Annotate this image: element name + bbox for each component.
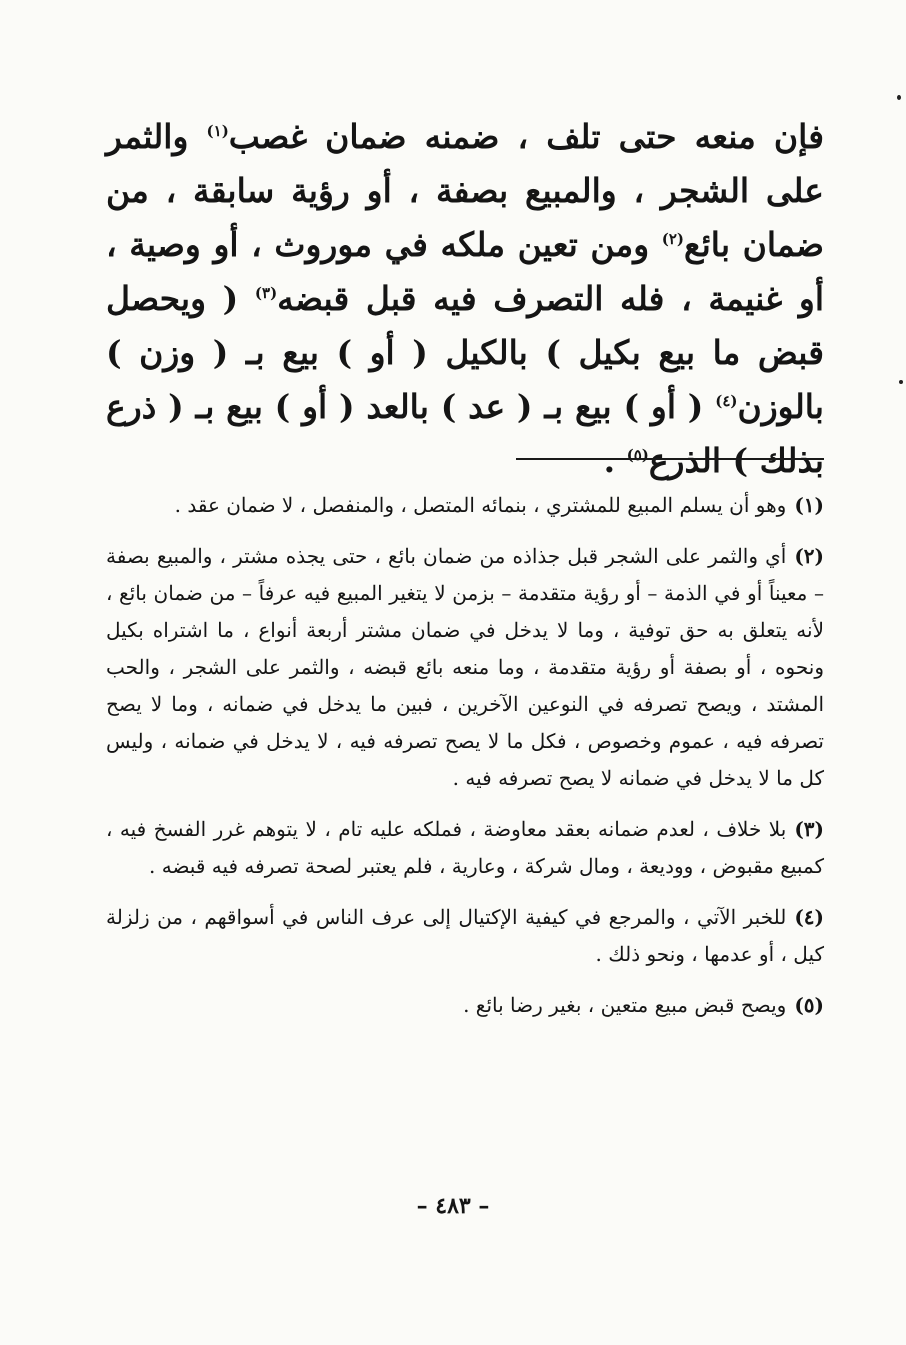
main-text-segment-6: . bbox=[603, 441, 627, 480]
main-paragraph bbox=[106, 110, 824, 488]
footnote-1 bbox=[106, 487, 824, 524]
footnote-mark-5: (٥) bbox=[626, 446, 649, 464]
footnote-mark-2: (٢) bbox=[661, 230, 685, 248]
footnote-mark-4: (٤) bbox=[715, 392, 738, 410]
main-text-segment-3: ومن تعين ملكه في موروث ، أو وصية ، أو غنيمة ، فله التصرف فيه قبل قبضه bbox=[106, 225, 825, 318]
footnote-text: للخبر الآتي ، والمرجع في كيفية الإكتيال إلى عرف الناس في أسواقهم ، من زلزلة كيل ، أو عدمها ، ونحو ذلك . bbox=[106, 905, 824, 966]
footnote-2 bbox=[106, 538, 824, 797]
footnote-text: بلا خلاف ، لعدم ضمانه بعقد معاوضة ، فملكه عليه تام ، لا يتوهم غرر الفسخ فيه ، كمبيع مقبوض ، ووديعة ، ومال شركة ، وعارية ، فلم يعتبر لصحة تصرفه فيه قبضه . bbox=[106, 817, 824, 878]
footnote-number: (٤) bbox=[794, 905, 825, 929]
scan-speck bbox=[899, 380, 903, 384]
footnote-text: أي والثمر على الشجر قبل جذاذه من ضمان بائع ، حتى يجذه مشتر ، والمبيع بصفة – معيناً أو في الذمة – أو رؤية متقدمة – بزمن لا يتغير المبيع فيه عرفاً – من ضمان بائع ، لأنه يتعلق به حق توفية ، وما لا يدخل في ضمان مشتر أربعة أنواع ، ما اشتراه بكيل ونحوه ، أو بصفة أو رؤية متقدمة ، وما منعه بائع قبضه ، والثمر على الشجر ، والحب المشتد ، ويصح تصرفه في النوعين الآخرين ، فبين ما يدخل في ضمانه ، وما لا يصح تصرفه فيه ، عموم وخصوص ، فكل ما لا يصح تصرفه فيه ، لا يدخل في ضمانه ، وليس كل ما لا يدخل في ضمانه لا يصح تصرفه فيه . bbox=[106, 544, 825, 790]
footnote-mark-1: (١) bbox=[206, 122, 229, 140]
footnote-divider bbox=[516, 458, 824, 460]
footnote-4 bbox=[106, 899, 824, 973]
footnote-3 bbox=[106, 811, 824, 885]
main-text-body bbox=[106, 110, 824, 488]
main-text-segment-1: فإن منعه حتى تلف ، ضمنه ضمان غصب bbox=[228, 117, 824, 156]
footnote-number: (٥) bbox=[794, 993, 824, 1017]
footnotes-section bbox=[106, 487, 824, 1038]
footnote-text: وهو أن يسلم المبيع للمشتري ، بنمائه المتصل ، والمنفصل ، لا ضمان عقد . bbox=[174, 493, 787, 517]
footnote-text: ويصح قبض مبيع متعين ، بغير رضا بائع . bbox=[463, 993, 787, 1017]
main-text-segment-5: ( أو ) بيع بـ ( عد ) بالعد ( أو ) بيع بـ ( ذرع بذلك ) الذرع bbox=[106, 387, 824, 480]
footnote-mark-3: (٣) bbox=[254, 284, 278, 302]
footnote-number: (٢) bbox=[794, 544, 824, 568]
footnote-5 bbox=[106, 987, 824, 1024]
main-text-segment-4: ( ويحصل قبض ما بيع بكيل ) بالكيل ( أو ) بيع بـ ( وزن ) بالوزن bbox=[106, 279, 824, 426]
page-number: – ٤٨٣ – bbox=[416, 1193, 490, 1219]
scan-speck bbox=[897, 95, 901, 100]
main-text-segment-2: والثمر على الشجر ، والمبيع بصفة ، أو رؤية سابقة ، من ضمان بائع bbox=[106, 117, 824, 264]
footnote-number: (١) bbox=[794, 493, 824, 517]
footnote-number: (٣) bbox=[794, 817, 824, 841]
